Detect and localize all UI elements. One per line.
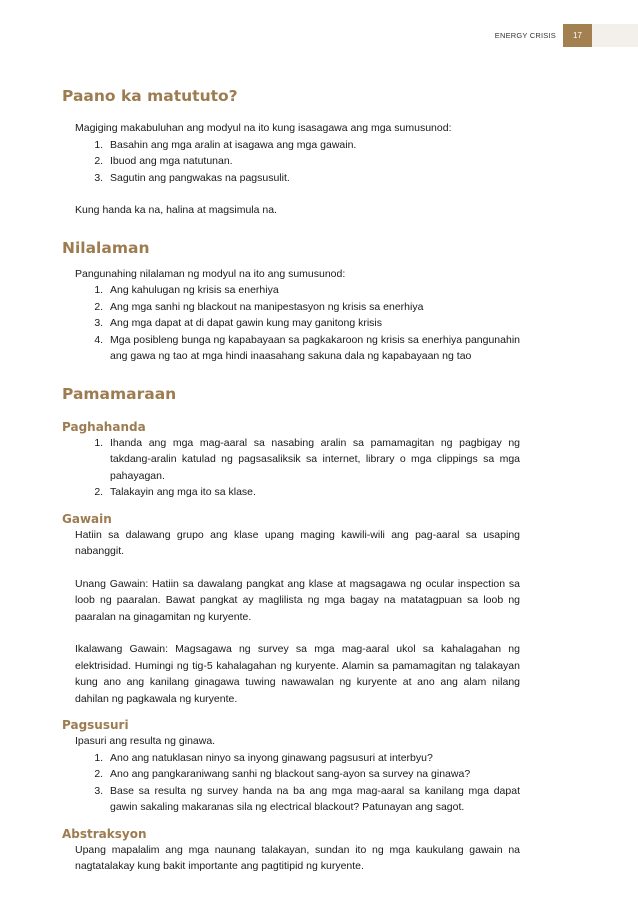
list-item: 2. Talakayin ang mga ito sa klase. (106, 484, 520, 501)
nilalaman-list (75, 282, 520, 365)
list-item: 4. Mga posibleng bunga ng kapabayaan sa pagkakaroon ng krisis sa enerhiya pangunahin ang gawa ng tao at mga hindi inaasahang sakuna dala ng kapabayaan ng tao (106, 332, 520, 365)
page-content (62, 86, 520, 875)
abstraksyon-text: Upang mapalalim ang mga naunang talakayan, sundan ito ng mga kaukulang gawain na nagtatalakay kung bakit importante ang pagtitipid ng kuryente. (75, 843, 520, 872)
pagsusuri-body (62, 733, 520, 816)
list-item: 1. Basahin ang mga aralin at isagawa ang mga gawain. (106, 137, 520, 154)
gawain-paragraph: Unang Gawain: Hatiin sa dawalang pangkat ang klase at magsagawa ng ocular inspection sa loob ng paaralan. Bawat pangkat ay maglilista ng mga bagay na matatagpuan sa loob ng paaralan na ginagamitan ng kuryente. (75, 577, 520, 623)
section-title-nilalaman: Nilalaman (62, 238, 150, 257)
list-item: 1. Ang kahulugan ng krisis sa enerhiya (106, 282, 520, 299)
pagsusuri-list (75, 750, 520, 816)
list-item: 2. Ang mga sanhi ng blackout na manipestasyon ng krisis sa enerhiya (106, 299, 520, 316)
gawain-body (62, 527, 520, 708)
subsection-title-pagsusuri: Pagsusuri (62, 718, 129, 732)
list-item: 3. Ang mga dapat at di dapat gawin kung may ganitong krisis (106, 315, 520, 332)
list-item: 2. Ibuod ang mga natutunan. (106, 153, 520, 170)
list-item: 2. Ano ang pangkaraniwang sanhi ng blackout sang-ayon sa survey na ginawa? (106, 766, 520, 783)
nilalaman-intro: Pangunahing nilalaman ng modyul na ito ang sumusunod: (75, 267, 346, 280)
gawain-paragraph: Ikalawang Gawain: Magsagawa ng survey sa mga mag-aaral ukol sa kahalagahan ng elektrisidad. Humingi ng tig-5 kahalagahan ng kuryente. Alamin sa pamamagitan ng talakayan kung ano ang kanilang ginagawa tuwing nawawalan ng kuryente at ano ang alam nilang dahilan ng pagkawala ng kuryente. (75, 643, 520, 705)
list-item: 1. Ano ang natuklasan ninyo sa inyong ginawang pagsusuri at interbyu? (106, 750, 520, 767)
nilalaman-body (62, 266, 520, 365)
paano-closing: Kung handa ka na, halina at magsimula na. (75, 204, 277, 216)
running-header: ENERGY CRISIS (494, 31, 556, 40)
subsection-title-paghahanda: Paghahanda (62, 419, 146, 434)
section-title-paano: Paano ka matututo? (62, 87, 238, 105)
list-item: 3. Sagutin ang pangwakas na pagsusulit. (106, 170, 520, 187)
paano-intro: Magiging makabuluhan ang modyul na ito kung isasagawa ang mga sumusunod: (75, 122, 452, 134)
subsection-title-gawain: Gawain (62, 511, 112, 526)
paghahanda-body (62, 435, 520, 501)
paghahanda-list (75, 435, 520, 501)
paano-body (62, 120, 520, 219)
pagsusuri-intro: Ipasuri ang resulta ng ginawa. (75, 735, 216, 747)
section-title-pamamaraan: Pamamaraan (62, 384, 177, 403)
gawain-paragraph: Hatiin sa dalawang grupo ang klase upang maging kawili-wili ang pag-aaral sa usaping nabanggit. (75, 528, 520, 557)
paano-list (75, 137, 520, 187)
list-item: 1. Ihanda ang mga mag-aaral sa nasabing aralin sa pamamagitan ng pagbigay ng takdang-aralin katulad ng pagsasaliksik sa internet, library o mga clippings sa mga pahayagan. (106, 435, 520, 485)
abstraksyon-body (62, 842, 520, 875)
list-item: 3. Base sa resulta ng survey handa na ba ang mga mag-aaral sa kanilang mga dapat gawin sakaling makaranas sila ng electrical blackout? Patunayan ang sagot. (106, 783, 520, 816)
subsection-title-abstraksyon: Abstraksyon (62, 826, 147, 841)
page-number: 17 (563, 24, 592, 47)
